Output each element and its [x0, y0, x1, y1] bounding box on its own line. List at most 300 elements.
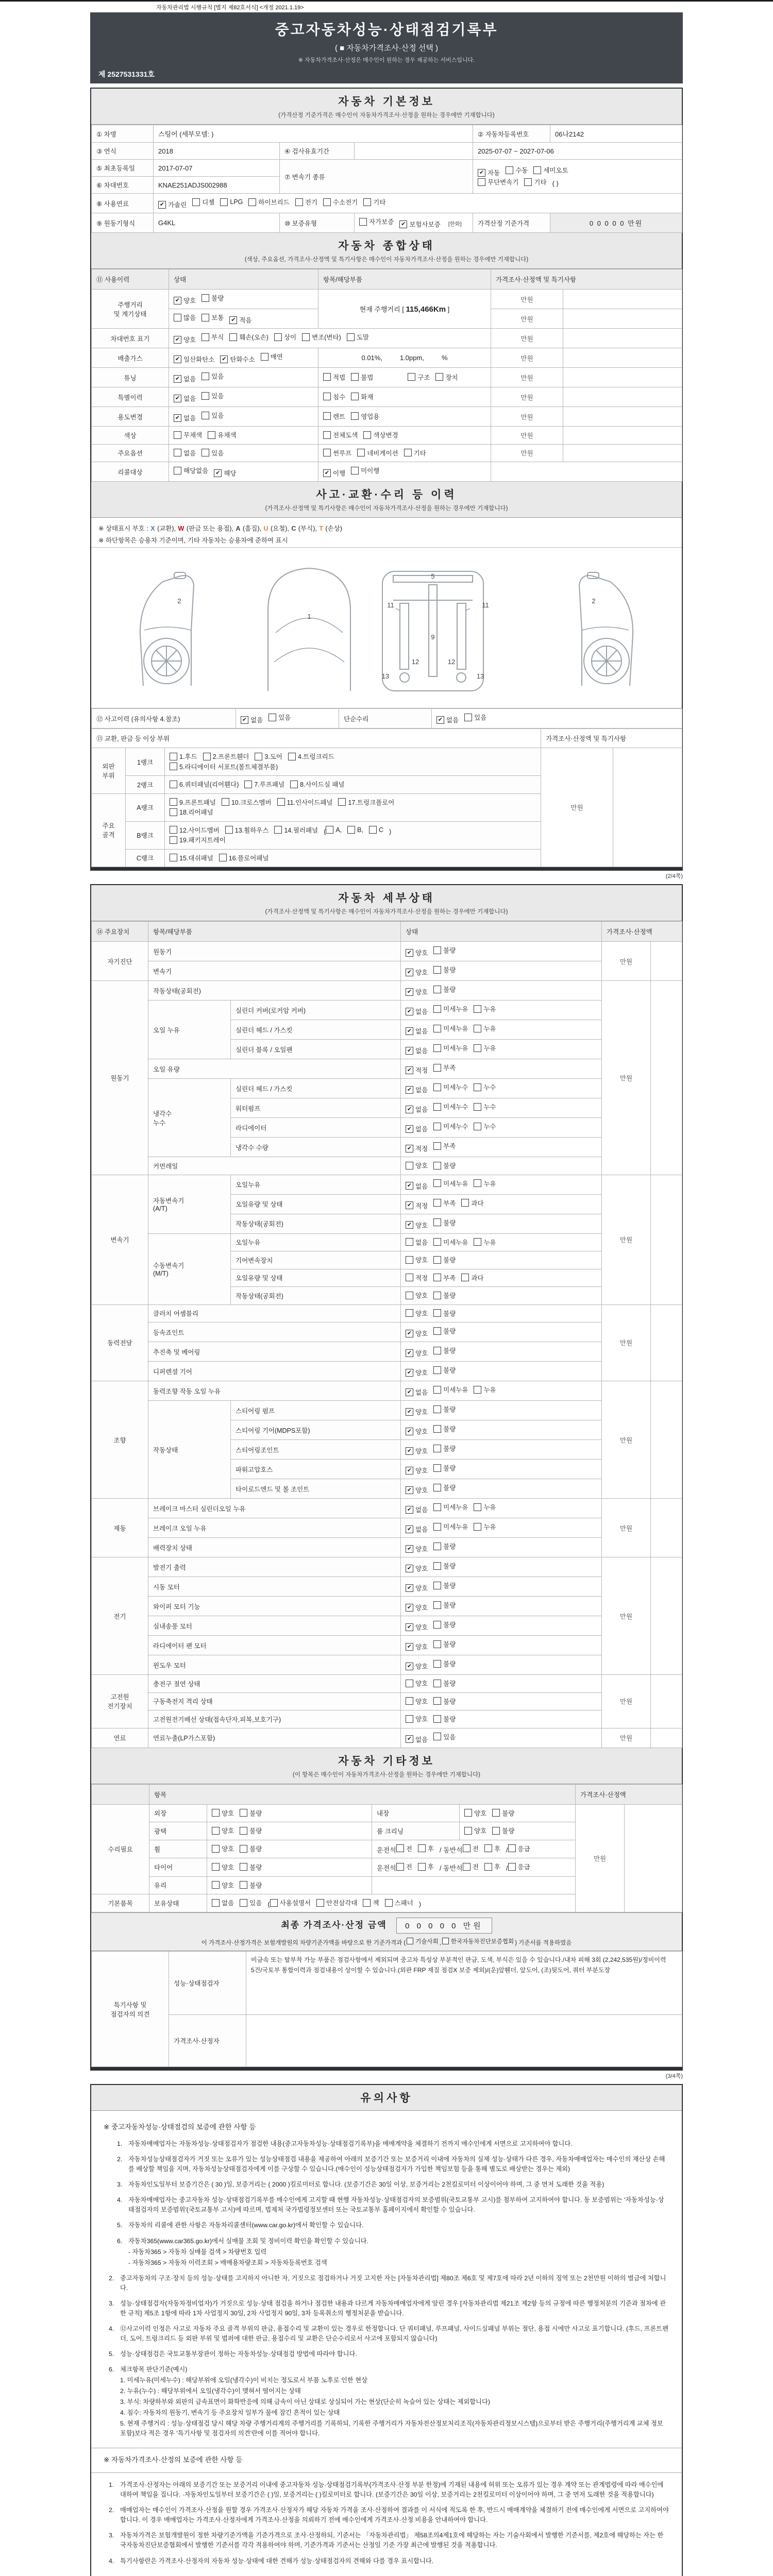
checkbox-19.패키지트레이[interactable]: [170, 835, 226, 844]
checkbox-양호[interactable]: [212, 1880, 234, 1890]
checkbox-불량[interactable]: [433, 1161, 456, 1170]
checkbox-있음[interactable]: [268, 713, 291, 722]
cell-text: 내장: [377, 1810, 390, 1818]
checkbox-도말[interactable]: [347, 332, 369, 342]
checkbox-누유[interactable]: [474, 1238, 496, 1247]
checkbox-누수[interactable]: [474, 1102, 496, 1111]
cell-lab2: [231, 1138, 401, 1157]
table-row: [92, 1323, 682, 1342]
notice-sec2-items: [104, 2480, 669, 2566]
checkbox-양호[interactable]: [406, 1255, 428, 1264]
text: (A/T): [153, 1205, 167, 1212]
checkbox-box: [244, 781, 252, 788]
checkbox-14.필러패널[interactable]: [274, 825, 318, 835]
checkbox-잭[interactable]: [363, 1898, 379, 1907]
checkbox-불량[interactable]: [433, 1541, 456, 1551]
checkbox-없음[interactable]: [212, 1898, 234, 1907]
checkbox-누유[interactable]: [474, 1522, 496, 1531]
checkbox-있음[interactable]: [240, 1898, 262, 1907]
checkbox-양호[interactable]: [406, 1427, 428, 1436]
checkbox-불량[interactable]: [492, 1808, 514, 1818]
checkbox-미세누유[interactable]: [433, 1238, 468, 1247]
checkbox-스패너[interactable]: [385, 1898, 413, 1907]
checkbox-보통[interactable]: [201, 313, 224, 322]
checkbox-누유[interactable]: [474, 1179, 496, 1188]
checkbox-없음[interactable]: [241, 715, 263, 724]
checkbox-box: [433, 1523, 441, 1531]
checkbox-1.후드[interactable]: [170, 752, 197, 761]
checkbox-불법[interactable]: [351, 372, 373, 382]
checkbox-적정[interactable]: [406, 1144, 428, 1153]
checkbox-불량[interactable]: [240, 1844, 262, 1853]
checkbox-없음[interactable]: [406, 1124, 428, 1133]
checkbox-미세누유[interactable]: [433, 1004, 468, 1013]
checkbox-사용설명서[interactable]: [270, 1898, 311, 1907]
checkbox-없음[interactable]: [436, 715, 459, 724]
checkbox-없음[interactable]: [406, 1238, 428, 1247]
table-row: [92, 1597, 682, 1616]
checkbox-9.프론트패널[interactable]: [170, 798, 216, 807]
checkbox-부족[interactable]: [433, 1198, 456, 1208]
checkbox-없음[interactable]: [406, 1026, 428, 1036]
checkbox-양호[interactable]: [406, 1348, 428, 1358]
checkbox-적음[interactable]: [229, 315, 251, 325]
checkbox-양호[interactable]: [212, 1844, 234, 1853]
checkbox-box: ✔: [406, 1349, 413, 1357]
cell-value: [169, 368, 318, 387]
checkbox-없음[interactable]: [406, 1524, 428, 1534]
checkbox-label: 렌트: [333, 413, 346, 420]
checkbox-불량[interactable]: [433, 1326, 456, 1335]
checkbox-누유[interactable]: [474, 1004, 496, 1013]
checkbox-box: [170, 781, 177, 788]
checkbox-양호[interactable]: [406, 1446, 428, 1455]
checkbox-label: 전: [472, 1863, 479, 1871]
checkbox-디젤[interactable]: [192, 197, 214, 207]
checkbox-자동[interactable]: [478, 168, 500, 177]
checkbox-하이브리드[interactable]: [248, 197, 289, 207]
checkbox-양호[interactable]: [406, 1485, 428, 1495]
checkbox-미세누유[interactable]: [433, 1043, 468, 1053]
checkbox-미세누수[interactable]: [433, 1082, 468, 1092]
checkbox-양호[interactable]: [406, 1466, 428, 1475]
checkbox-양호[interactable]: [406, 1714, 428, 1723]
checkbox-불량[interactable]: [433, 965, 456, 974]
cell-text: 브레이크 마스터 실린더오일 누유: [153, 1505, 246, 1513]
checkbox-양호[interactable]: [464, 1808, 486, 1818]
final-price-value: 0 0 0 0 0 만원: [396, 1918, 492, 1934]
checkbox-후[interactable]: [484, 1844, 500, 1853]
checkbox-양호[interactable]: [406, 1161, 428, 1170]
checkbox-무채색[interactable]: [174, 430, 202, 439]
checkbox-불량[interactable]: [433, 1346, 456, 1355]
checkbox-적정[interactable]: [406, 1273, 428, 1282]
checkbox-불량[interactable]: [433, 985, 456, 994]
checkbox-8.사이드실 패널[interactable]: [290, 779, 344, 789]
checkbox-B,[interactable]: [347, 826, 363, 834]
text: 점검자의 의견: [110, 2010, 150, 2018]
checkbox-box: ✔: [220, 355, 228, 363]
checkbox-불량[interactable]: [433, 1404, 456, 1414]
checkbox-5.라디에이터 서포트(볼트체결부품)[interactable]: [170, 762, 278, 771]
checkbox-미세누유[interactable]: [433, 1522, 468, 1531]
checkbox-미세누유[interactable]: [433, 1385, 468, 1394]
checkbox-구조[interactable]: [408, 372, 430, 382]
checkbox-3.도어[interactable]: [255, 752, 282, 761]
checkbox-상이[interactable]: [274, 332, 296, 342]
cell-prc: [602, 1175, 651, 1304]
diagram-number: 12: [447, 658, 456, 666]
checkbox-label: 없음: [415, 1106, 428, 1113]
checkbox-양호[interactable]: [406, 1564, 428, 1573]
checkbox-없음[interactable]: [406, 1007, 428, 1016]
cell-lab2: [231, 1269, 401, 1287]
checkbox-탄화수소[interactable]: [220, 354, 255, 364]
cell-hd: [401, 922, 602, 942]
table-row: [92, 1518, 682, 1538]
checkbox-과다[interactable]: [461, 1198, 483, 1208]
checkbox-불량[interactable]: [492, 1826, 514, 1835]
checkbox-전[interactable]: [463, 1862, 479, 1871]
checkbox-렌트[interactable]: [323, 412, 345, 421]
checkbox-box: [290, 781, 298, 788]
checkbox-11.인사이드패널[interactable]: [277, 798, 333, 807]
checkbox-있음[interactable]: [201, 371, 224, 381]
checkbox-불량[interactable]: [240, 1862, 262, 1872]
checkbox-변조(변타)[interactable]: [302, 332, 341, 342]
checkbox-침수[interactable]: [323, 392, 345, 401]
checkbox-해당[interactable]: [214, 468, 236, 478]
checkbox-불량[interactable]: [433, 1255, 456, 1264]
checkbox-적법[interactable]: [323, 372, 345, 382]
checkbox-양호[interactable]: [406, 1642, 428, 1651]
cell-lab2: [165, 793, 541, 821]
checkbox-한국자동차진단보증협회[interactable]: [439, 1937, 514, 1946]
notice-item-number: 2.: [117, 2156, 123, 2163]
checkbox-양호[interactable]: [406, 1697, 428, 1706]
checkbox-불량[interactable]: [433, 1600, 456, 1609]
checkbox-불량[interactable]: [201, 293, 224, 302]
cell-value: [207, 1894, 576, 1912]
checkbox-불량[interactable]: [433, 1697, 456, 1706]
checkbox-부족[interactable]: [433, 1273, 456, 1282]
checkbox-없음[interactable]: [406, 1181, 428, 1191]
checkbox-label: 누유: [483, 1523, 496, 1531]
checkbox-양호[interactable]: [406, 1662, 428, 1671]
checkbox-불량[interactable]: [433, 1291, 456, 1300]
checkbox-label: 영업용: [361, 413, 380, 420]
cell-lab: [126, 821, 165, 849]
checkbox-13.휠하우스[interactable]: [225, 825, 269, 835]
checkbox-양호[interactable]: [174, 296, 196, 305]
checkbox-있음[interactable]: [201, 448, 224, 457]
cell-value: [169, 309, 318, 329]
checkbox-양호[interactable]: [212, 1826, 234, 1835]
checkbox-누유[interactable]: [474, 1024, 496, 1033]
checkbox-양호[interactable]: [406, 1221, 428, 1230]
checkbox-불량[interactable]: [433, 1365, 456, 1375]
text: 냉각수: [153, 1110, 172, 1117]
cell-prc: [491, 348, 563, 368]
checkbox-영업용[interactable]: [351, 412, 379, 421]
checkbox-불량[interactable]: [433, 1309, 456, 1318]
checkbox-전[interactable]: [396, 1844, 412, 1853]
checkbox-box: [433, 1733, 441, 1740]
table-row: [92, 1304, 682, 1323]
checkbox-무단변속기[interactable]: [478, 177, 518, 187]
checkbox-없음[interactable]: [406, 1105, 428, 1114]
checkbox-box: ✔: [406, 1526, 413, 1533]
checkbox-누유[interactable]: [474, 1502, 496, 1512]
checkbox-2.프론트휀더[interactable]: [203, 752, 249, 761]
checkbox-장치[interactable]: [435, 372, 458, 382]
checkbox-불량[interactable]: [433, 1463, 456, 1472]
legend-note: ※ 하단항목은 승용차 기준이며, 기타 자동차는 승용차에 준하여 표시: [98, 536, 288, 544]
checkbox-양호[interactable]: [406, 1583, 428, 1592]
checkbox-불량[interactable]: [240, 1808, 262, 1818]
notice-item-number: 4.: [109, 2325, 114, 2332]
checkbox-미세누유[interactable]: [433, 1179, 468, 1188]
checkbox-많음[interactable]: [174, 313, 196, 322]
checkbox-세미오토[interactable]: [533, 165, 568, 175]
checkbox-일산화탄소[interactable]: [174, 354, 214, 364]
checkbox-해당없음[interactable]: [174, 466, 208, 475]
checkbox-불량[interactable]: [433, 1424, 456, 1433]
checkbox-양호[interactable]: [174, 335, 196, 344]
status-code-legend: [91, 518, 682, 548]
checkbox-box: [478, 178, 485, 186]
diagram-number: 2: [592, 597, 596, 605]
checkbox-label: 1.후드: [179, 753, 197, 760]
checkbox-없음[interactable]: [174, 413, 196, 422]
checkbox-전[interactable]: [396, 1862, 412, 1871]
checkbox-안전삼각대[interactable]: [316, 1898, 357, 1907]
checkbox-label: 있음: [249, 1900, 262, 1907]
checkbox-15.대쉬패널[interactable]: [170, 853, 213, 862]
cell-lab2: [92, 125, 154, 143]
cell-value: [318, 368, 491, 387]
checkbox-수동[interactable]: [506, 165, 528, 175]
checkbox-있음[interactable]: [201, 391, 224, 400]
checkbox-부족[interactable]: [433, 1063, 456, 1072]
checkbox-없음[interactable]: [406, 1387, 428, 1397]
cell-hd: [92, 1784, 149, 1804]
checkbox-box: [433, 1327, 441, 1335]
checkbox-가솔린[interactable]: [158, 200, 187, 209]
checkbox-불량[interactable]: [433, 1444, 456, 1453]
checkbox-응급[interactable]: [508, 1862, 530, 1871]
checkbox-양호[interactable]: [406, 1407, 428, 1416]
checkbox-훼손(오손)[interactable]: [229, 332, 268, 342]
checkbox-LPG[interactable]: [220, 198, 243, 206]
checkbox-box: [406, 1715, 413, 1723]
checkbox-후[interactable]: [418, 1844, 434, 1853]
checkbox-기술사회[interactable]: [407, 1937, 438, 1945]
checkbox-없음[interactable]: [406, 1735, 428, 1744]
checkbox-누유[interactable]: [474, 1043, 496, 1053]
checkbox-후[interactable]: [418, 1862, 434, 1871]
checkbox-18.리어패널[interactable]: [170, 807, 213, 817]
checkbox-불량[interactable]: [433, 1714, 456, 1723]
checkbox-불량[interactable]: [433, 1218, 456, 1227]
checkbox-box: [351, 373, 359, 381]
checkbox-6.쿼터패널(리어휀다)[interactable]: [170, 779, 239, 789]
checkbox-기타[interactable]: [404, 448, 426, 457]
checkbox-box: ✔: [241, 716, 248, 724]
checkbox-불량[interactable]: [433, 1679, 456, 1688]
checkbox-있음[interactable]: [201, 411, 224, 420]
cell-lab2: [149, 1876, 207, 1894]
checkbox-매연[interactable]: [261, 352, 283, 361]
checkbox-양호[interactable]: [212, 1862, 234, 1872]
checkbox-보험사보증[interactable]: [399, 219, 440, 229]
checkbox-양호[interactable]: [406, 968, 428, 977]
checkbox-색상변경[interactable]: [363, 430, 398, 439]
checkbox-box: ✔: [406, 1735, 413, 1743]
checkbox-유채색[interactable]: [208, 430, 236, 439]
checkbox-과다[interactable]: [461, 1273, 483, 1282]
checkbox-양호[interactable]: [406, 1309, 428, 1318]
checkbox-미이행[interactable]: [351, 466, 379, 475]
cell-lab: [92, 1675, 148, 1728]
checkbox-미세누수[interactable]: [433, 1122, 468, 1131]
checkbox-box: ✔: [406, 1643, 413, 1651]
checkbox-label: 불량: [443, 1310, 456, 1317]
checkbox-label: 없음: [415, 1239, 428, 1246]
cell-prc: [491, 309, 563, 329]
checkbox-없음[interactable]: [406, 1046, 428, 1055]
checkbox-수소전기[interactable]: [323, 197, 358, 207]
checkbox-box: [433, 1162, 441, 1170]
checkbox-양호[interactable]: [406, 1679, 428, 1688]
cell-value: [401, 981, 602, 1001]
checkbox-10.크로스멤버[interactable]: [222, 798, 272, 807]
checkbox-box: ✔: [406, 1330, 413, 1337]
checkbox-누수[interactable]: [474, 1082, 496, 1092]
page-subtitle: ( ■ 자동차가격조사·산정 선택 ): [334, 44, 439, 53]
checkbox-없음[interactable]: [406, 1085, 428, 1094]
checkbox-없음[interactable]: [174, 374, 196, 383]
checkbox-A,[interactable]: [326, 826, 342, 834]
table-row: [92, 1001, 682, 1020]
checkbox-불량[interactable]: [433, 1620, 456, 1629]
checkbox-label: 없음: [415, 1087, 428, 1094]
checkbox-box: [170, 808, 177, 816]
checkbox-label: 불량: [443, 1680, 456, 1687]
checkbox-양호[interactable]: [406, 1544, 428, 1553]
checkbox-12.사이드멤버[interactable]: [170, 825, 220, 835]
checkbox-불량[interactable]: [240, 1880, 262, 1890]
checkbox-label: 자가보증: [369, 218, 394, 226]
checkbox-box: ✔: [399, 221, 407, 228]
checkbox-양호[interactable]: [406, 1368, 428, 1377]
checkbox-불량[interactable]: [433, 1483, 456, 1492]
checkbox-4.트렁크리드[interactable]: [288, 752, 334, 761]
checkbox-적정[interactable]: [406, 1065, 428, 1075]
cell-value: [401, 1577, 602, 1597]
checkbox-양호[interactable]: [406, 1291, 428, 1300]
checkbox-미세누수[interactable]: [433, 1102, 468, 1111]
checkbox-불량[interactable]: [433, 945, 456, 955]
checkbox-이행[interactable]: [323, 468, 345, 478]
cell-value: [207, 1822, 372, 1840]
checkbox-기타[interactable]: [524, 177, 546, 187]
checkbox-있음[interactable]: [433, 1732, 456, 1741]
checkbox-box: [484, 1844, 492, 1852]
checkbox-응급[interactable]: [508, 1844, 530, 1853]
checkbox-box: ✔: [406, 1506, 413, 1514]
checkbox-전체도색[interactable]: [323, 430, 358, 439]
checkbox-양호[interactable]: [212, 1808, 234, 1818]
checkbox-불량[interactable]: [433, 1561, 456, 1570]
checkbox-누수[interactable]: [474, 1122, 496, 1131]
checkbox-불량[interactable]: [240, 1826, 262, 1835]
checkbox-양호[interactable]: [406, 1329, 428, 1338]
cell-text: 2017-07-07: [158, 164, 193, 172]
checkbox-box: ✔: [174, 375, 181, 383]
checkbox-화재[interactable]: [351, 392, 373, 401]
checkbox-없음[interactable]: [406, 1505, 428, 1514]
checkbox-적정[interactable]: [406, 1201, 428, 1210]
checkbox-양호[interactable]: [406, 948, 428, 957]
checkbox-부족[interactable]: [433, 1141, 456, 1150]
checkbox-box: [433, 1044, 441, 1052]
checkbox-자가보증[interactable]: [359, 217, 394, 226]
checkbox-기타[interactable]: [363, 197, 385, 207]
checkbox-네비게이션[interactable]: [357, 448, 398, 457]
checkbox-양호[interactable]: [464, 1826, 486, 1835]
notice-item-number: 6.: [109, 2365, 114, 2373]
checkbox-7.루프패널[interactable]: [244, 779, 284, 789]
checkbox-전기[interactable]: [295, 197, 317, 207]
checkbox-부식[interactable]: [201, 332, 224, 342]
table-row: [92, 1784, 682, 1804]
cell-text: 작동상태(공회전): [153, 987, 201, 995]
cell-text: 색상: [124, 432, 137, 439]
checkbox-불량[interactable]: [433, 1639, 456, 1649]
checkbox-양호[interactable]: [406, 1622, 428, 1632]
checkbox-미세누유[interactable]: [433, 1024, 468, 1033]
checkbox-썬루프[interactable]: [323, 448, 351, 457]
checkbox-없음[interactable]: [174, 448, 196, 457]
checkbox-불량[interactable]: [433, 1659, 456, 1668]
checkbox-label: 없음: [415, 1126, 428, 1133]
cell-value: [401, 1233, 602, 1251]
checkbox-box: [435, 373, 443, 381]
checkbox-16.플로어패널[interactable]: [219, 853, 269, 862]
checkbox-양호[interactable]: [406, 987, 428, 996]
checkbox-있음[interactable]: [464, 713, 486, 722]
checkbox-box: [406, 1309, 413, 1317]
cell-text: 2025-07-07 ~ 2027-07-06: [478, 147, 554, 155]
cell-lab: [92, 748, 126, 794]
cell-prc: [602, 1557, 651, 1675]
checkbox-후[interactable]: [484, 1862, 500, 1871]
cell-value: [169, 444, 318, 462]
checkbox-17.트렁크플로어[interactable]: [338, 798, 394, 807]
checkbox-양호[interactable]: [406, 1603, 428, 1612]
checkbox-전[interactable]: [463, 1844, 479, 1853]
checkbox-미세누유[interactable]: [433, 1502, 468, 1512]
checkbox-누유[interactable]: [474, 1385, 496, 1394]
checkbox-label: 스패너: [394, 1900, 413, 1907]
cell-spec: [563, 444, 682, 462]
checkbox-label: 15.대쉬패널: [179, 854, 213, 862]
text: ): [389, 828, 392, 835]
checkbox-불량[interactable]: [433, 1581, 456, 1590]
checkbox-없음[interactable]: [174, 394, 196, 403]
checkbox-C[interactable]: [369, 826, 383, 834]
